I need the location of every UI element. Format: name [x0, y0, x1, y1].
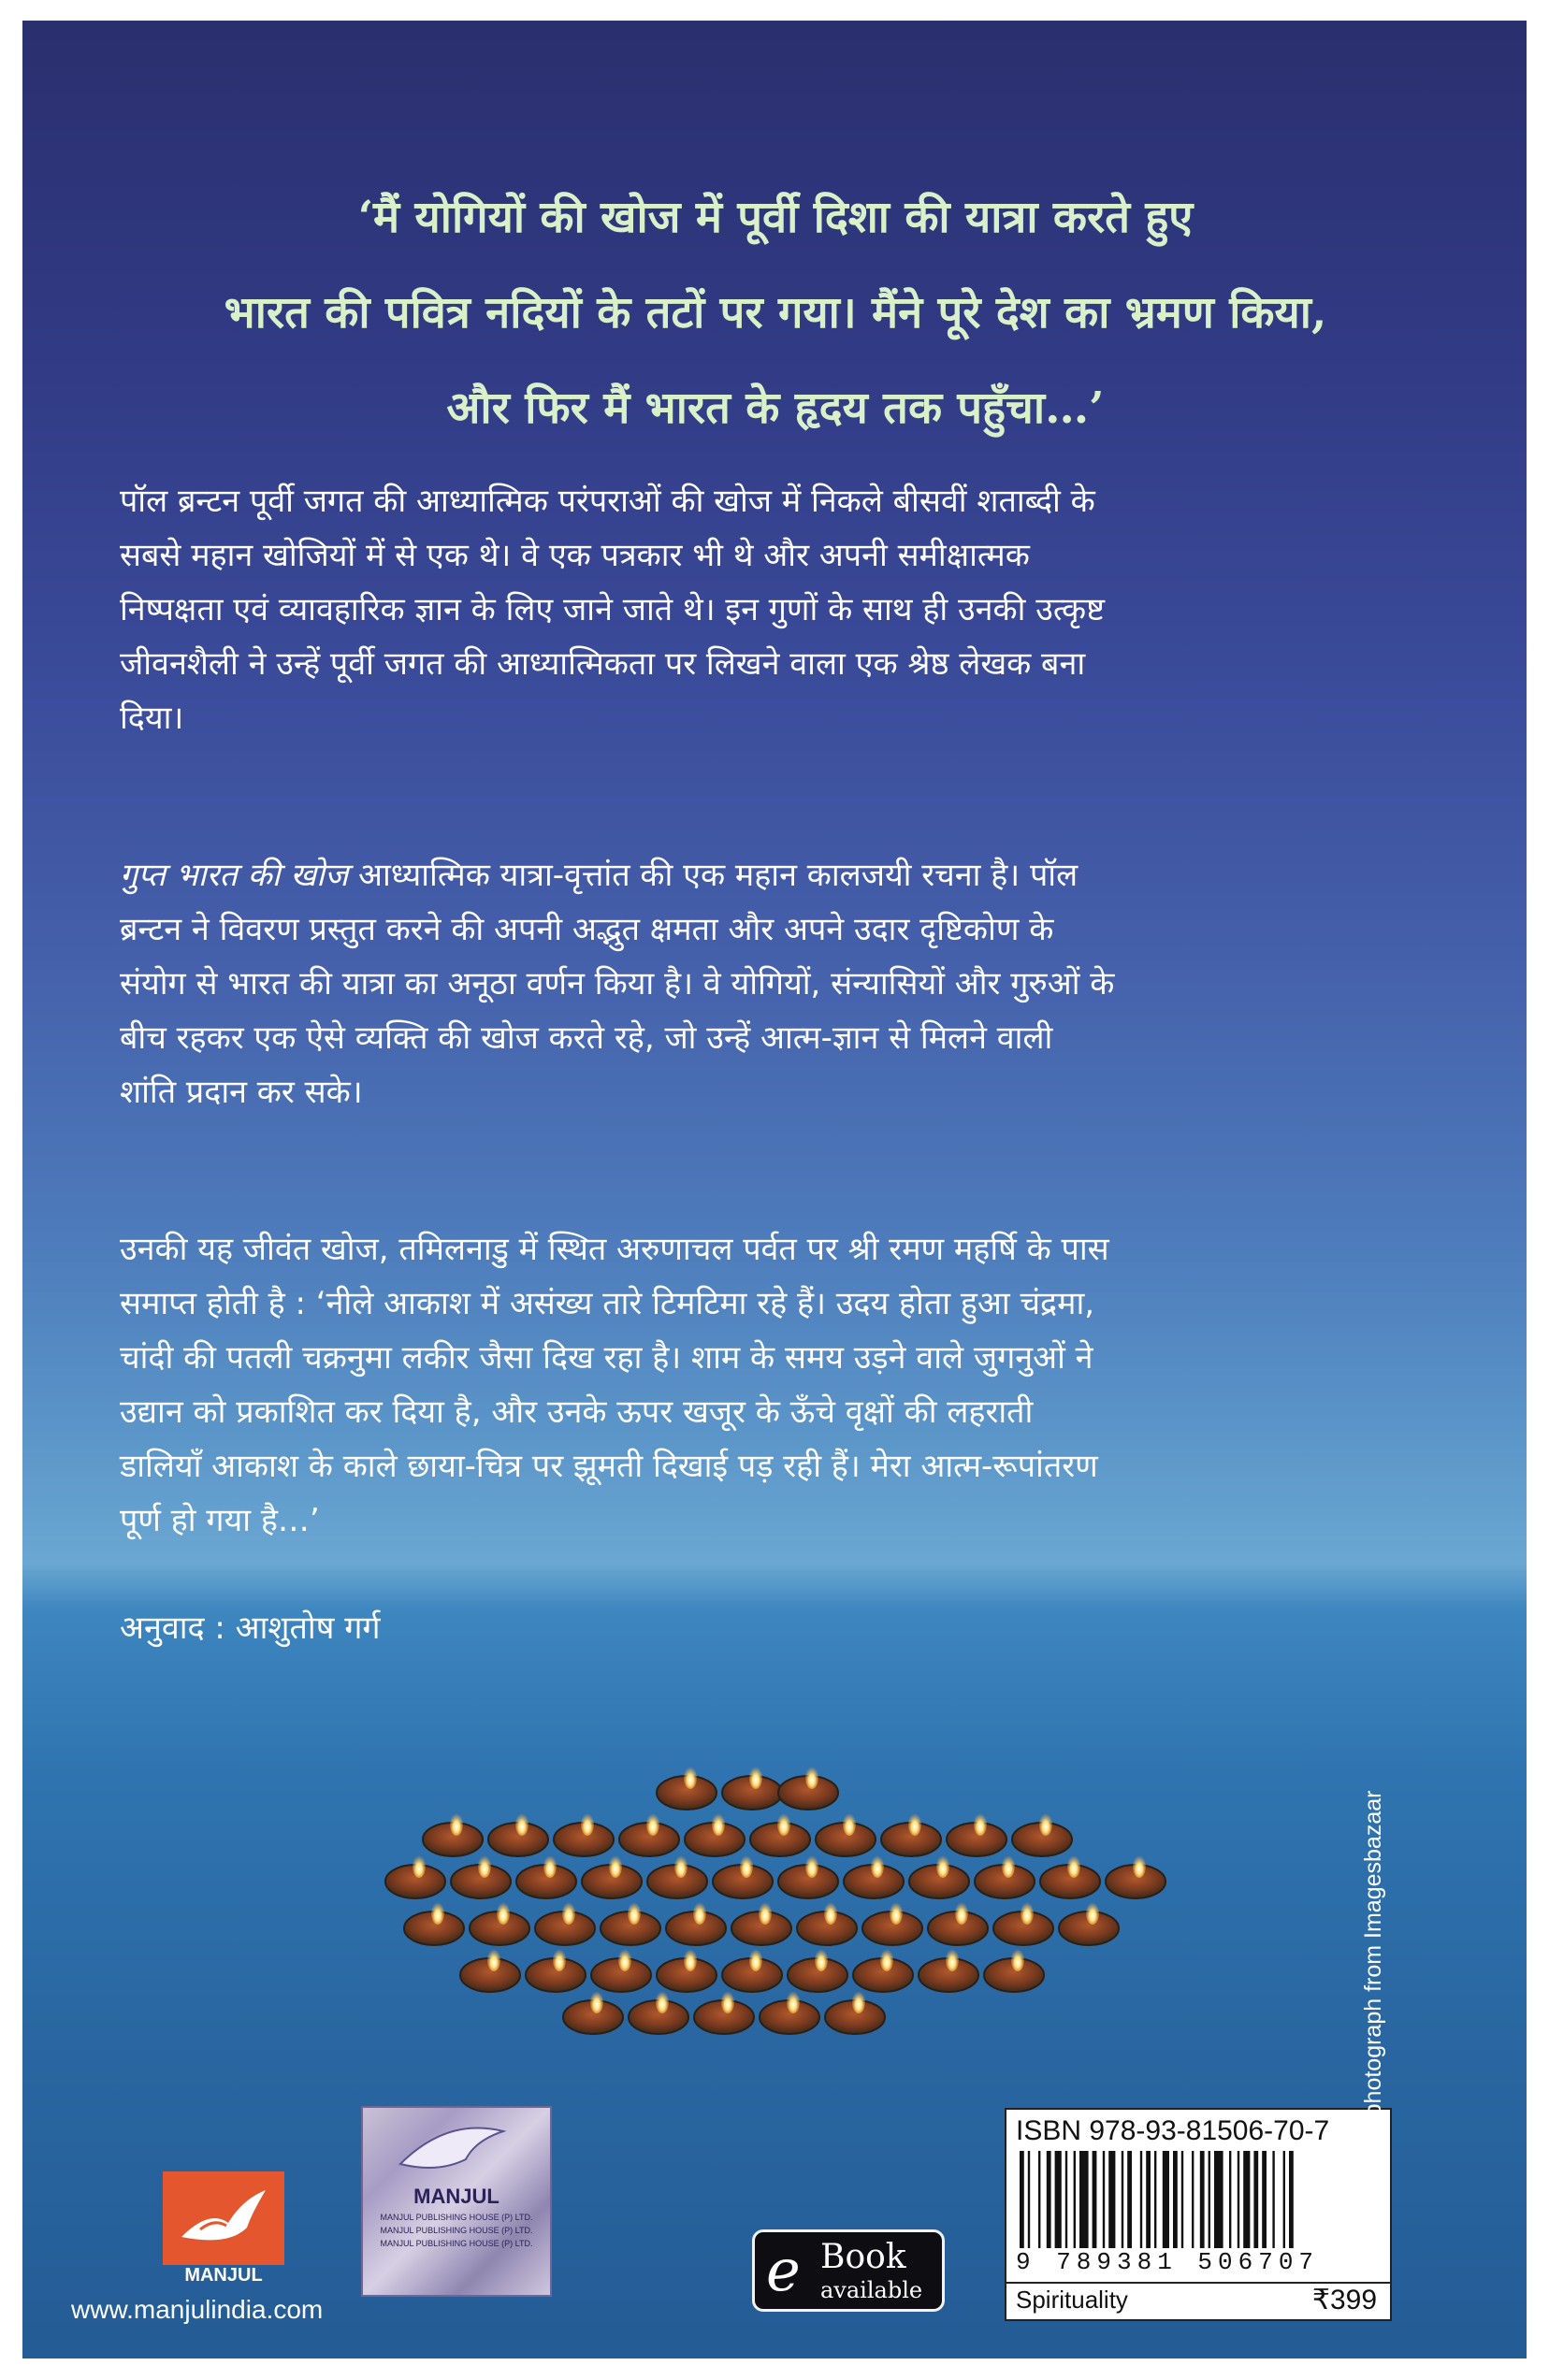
text-line: जीवनशैली ने उन्हें पूर्वी जगत की आध्यात्मिकता पर लिखने वाला एक श्रेष्ठ लेखक बना — [120, 645, 1086, 683]
barcode-icon — [1016, 2151, 1381, 2252]
diya-flame — [1067, 1855, 1080, 1878]
barcode-bar — [1238, 2151, 1239, 2248]
diya-flame — [759, 1902, 772, 1925]
diya-flame — [824, 1902, 837, 1925]
diya-flame — [431, 1902, 444, 1925]
text-line: बीच रहकर एक ऐसे व्यक्ति की खोज करते रहे, जो उन्हें आत्म-ज्ञान से मिलने वाली — [120, 1019, 1053, 1057]
barcode-bar — [1093, 2151, 1097, 2248]
diya-flame — [656, 1991, 669, 2013]
diya-flame — [805, 1855, 818, 1878]
paragraph-author-intro — [120, 474, 1429, 745]
diya-flame — [852, 1991, 865, 2013]
diya-flame — [749, 1949, 762, 1971]
text-line: समाप्त होती है : ‘नीले आकाश में असंख्य तारे टिमटिमा रहे हैं। उदय होता हुआ चंद्रमा, — [120, 1285, 1095, 1322]
text-line: शांति प्रदान कर सके। — [120, 1074, 363, 1111]
barcode-bar — [1103, 2151, 1105, 2248]
diya-flame — [946, 1949, 959, 1971]
diya-flame — [674, 1855, 688, 1878]
diya-flame — [749, 1767, 762, 1789]
ebook-book-text: Book — [820, 2238, 906, 2276]
ebook-available-badge — [752, 2229, 945, 2312]
diya-flame — [740, 1855, 753, 1878]
diya-flame — [936, 1855, 949, 1878]
isbn-barcode-box — [1005, 2108, 1392, 2321]
diya-flame — [553, 1949, 566, 1971]
text-line: पॉल ब्रन्टन पूर्वी जगत की आध्यात्मिक परंपराओं की खोज में निकले बीसवीं शताब्दी के — [120, 483, 1095, 520]
hologram-text: MANJUL PUBLISHING HOUSE (P) LTD. — [380, 2213, 533, 2222]
text-line: सबसे महान खोजियों में से एक थे। वे एक पत्रकार भी थे और अपनी समीक्षात्मक — [120, 537, 1030, 574]
barcode-bar — [1209, 2151, 1210, 2248]
diya-flame — [590, 1991, 603, 2013]
manjul-logo-icon — [163, 2171, 284, 2265]
diya-flame — [843, 1813, 856, 1836]
diya-flame — [815, 1949, 828, 1971]
barcode-bar — [1028, 2151, 1030, 2248]
diya-flame — [684, 1767, 697, 1789]
barcode-bar — [1047, 2151, 1051, 2248]
paragraph-book-summary — [120, 848, 1429, 1119]
diya-flame — [1021, 1902, 1034, 1925]
text-line: ब्रन्टन ने विवरण प्रस्तुत करने की अपनी अद्भुत क्षमता और अपने उदार दृष्टिकोण के — [120, 911, 1054, 948]
text-line: दिया। — [120, 700, 184, 737]
diya-flame — [777, 1813, 790, 1836]
diya-flame — [618, 1949, 631, 1971]
diya-flame — [646, 1813, 659, 1836]
diya-flame — [413, 1855, 426, 1878]
diya-flame — [609, 1855, 622, 1878]
pull-quote — [97, 170, 1454, 456]
hologram-sticker — [361, 2106, 552, 2297]
barcode-bar — [1108, 2151, 1115, 2248]
text-line: पूर्ण हो गया है…’ — [120, 1502, 320, 1539]
book-back-cover — [22, 21, 1527, 2358]
book-category: Spirituality — [1016, 2286, 1128, 2314]
diya-flame — [487, 1949, 500, 1971]
ebook-e-glyph: e — [766, 2236, 801, 2304]
diya-flame — [562, 1902, 575, 1925]
barcode-digits: 9 789381 506707 — [1016, 2248, 1320, 2276]
publisher-website: www.manjulindia.com — [71, 2295, 324, 2324]
floating-diyas-image — [378, 1741, 1220, 2050]
diya-flame — [581, 1813, 594, 1836]
barcode-bar — [1079, 2151, 1089, 2248]
diya-flame — [684, 1949, 697, 1971]
diya-flame — [787, 1991, 800, 2013]
barcode-bar — [1253, 2151, 1258, 2248]
barcode-bar — [1074, 2151, 1076, 2248]
barcode-bar — [1038, 2151, 1040, 2248]
text-line: संयोग से भारत की यात्रा का अनूठा वर्णन किया है। वे योगियों, संन्यासियों और गुरुओं के — [120, 965, 1115, 1002]
barcode-bar — [1163, 2151, 1169, 2248]
diya-flame — [1133, 1855, 1146, 1878]
diya-flame — [712, 1813, 725, 1836]
ebook-available-text: available — [820, 2277, 923, 2303]
photo-credit: Cover photograph from Imagesbazaar — [1360, 1790, 1386, 2185]
hologram-text: MANJUL PUBLISHING HOUSE (P) LTD. — [380, 2226, 533, 2235]
barcode-bar — [1243, 2151, 1250, 2248]
barcode-bar — [1065, 2151, 1067, 2248]
diya-flame — [693, 1902, 706, 1925]
quote-line: ‘मैं योगियों की खोज में पूर्वी दिशा की यात्रा करते हुए — [357, 192, 1194, 243]
barcode-bar — [1127, 2151, 1132, 2248]
text-line: चांदी की पतली चक्रनुमा लकीर जैसा दिख रहा है। शाम के समय उड़ने वाले जुगनुओं ने — [120, 1339, 1093, 1377]
isbn-number: ISBN 978-93-81506-70-7 — [1016, 2115, 1330, 2146]
diya-flame — [880, 1949, 893, 1971]
hologram-text: MANJUL PUBLISHING HOUSE (P) LTD. — [380, 2239, 533, 2248]
diya-flame — [1086, 1902, 1099, 1925]
text-line: डालियाँ आकाश के काले छाया-चित्र पर झूमती दिखाई पड़ रही हैं। मेरा आत्म-रूपांतरण — [120, 1448, 1098, 1485]
diya-flame — [1002, 1855, 1015, 1878]
diya-flame — [890, 1902, 903, 1925]
text-fragment: आध्यात्मिक यात्रा-वृत्तांत की एक महान कालजयी रचना है। पॉल — [348, 857, 1079, 894]
paragraph-journey-end — [120, 1222, 1429, 1548]
publisher-logo-text: MANJUL — [184, 2265, 263, 2286]
diya-flame — [478, 1855, 491, 1878]
diya-flame — [450, 1813, 463, 1836]
text-line — [120, 848, 1429, 902]
diya-flame — [955, 1902, 968, 1925]
hologram-title: MANJUL — [413, 2185, 499, 2208]
translator-credit: अनुवाद : आशुतोष गर्ग — [120, 1609, 381, 1647]
quote-line: और फिर मैं भारत के हृदय तक पहुँचा…’ — [446, 382, 1105, 434]
barcode-bar — [1262, 2151, 1267, 2248]
book-title-italic: गुप्त भारत की खोज — [120, 857, 349, 894]
text-line: उद्यान को प्रकाशित कर दिया है, और उनके ऊपर खजूर के ऊँचे वृक्षों की लहराती — [120, 1393, 1034, 1431]
book-price: ₹399 — [1311, 2285, 1377, 2315]
diya-flame — [908, 1813, 921, 1836]
diya-flame — [1039, 1813, 1052, 1836]
barcode-bar — [1283, 2151, 1285, 2248]
diya-flame — [805, 1767, 818, 1789]
diya-flame — [543, 1855, 557, 1878]
barcode-bar — [1181, 2151, 1183, 2248]
hologram-bird-icon — [363, 2108, 550, 2183]
barcode-bar — [1154, 2151, 1156, 2248]
diya-flame — [628, 1902, 641, 1925]
text-line: निष्पक्षता एवं व्यावहारिक ज्ञान के लिए जाने जाते थे। इन गुणों के साथ ही उनकी उत्कृष्ट — [120, 591, 1106, 628]
barcode-bar — [1272, 2151, 1274, 2248]
barcode-bar — [1214, 2151, 1223, 2248]
quote-line: भारत की पवित्र नदियों के तटों पर गया। मैंने पूरे देश का भ्रमण किया, — [224, 287, 1327, 339]
barcode-bar — [1122, 2151, 1123, 2248]
diya-flame — [515, 1813, 528, 1836]
text-line: उनकी यह जीवंत खोज, तमिलनाडु में स्थित अरुणाचल पर्वत पर श्री रमण महर्षि के पास — [120, 1231, 1109, 1268]
barcode-bar — [1146, 2151, 1151, 2248]
diya-flame — [871, 1855, 884, 1878]
diya-flame — [721, 1991, 734, 2013]
diya-flame — [1011, 1949, 1024, 1971]
barcode-bar — [1020, 2151, 1024, 2248]
barcode-bar — [1192, 2151, 1194, 2248]
diya-flame — [974, 1813, 987, 1836]
barcode-bar — [1173, 2151, 1178, 2248]
barcode-bar — [1055, 2151, 1062, 2248]
barcode-bar — [1289, 2151, 1294, 2248]
diya-flame — [497, 1902, 510, 1925]
barcode-bar — [1200, 2151, 1205, 2248]
barcode-bar — [1140, 2151, 1142, 2248]
barcode-bar — [1229, 2151, 1231, 2248]
